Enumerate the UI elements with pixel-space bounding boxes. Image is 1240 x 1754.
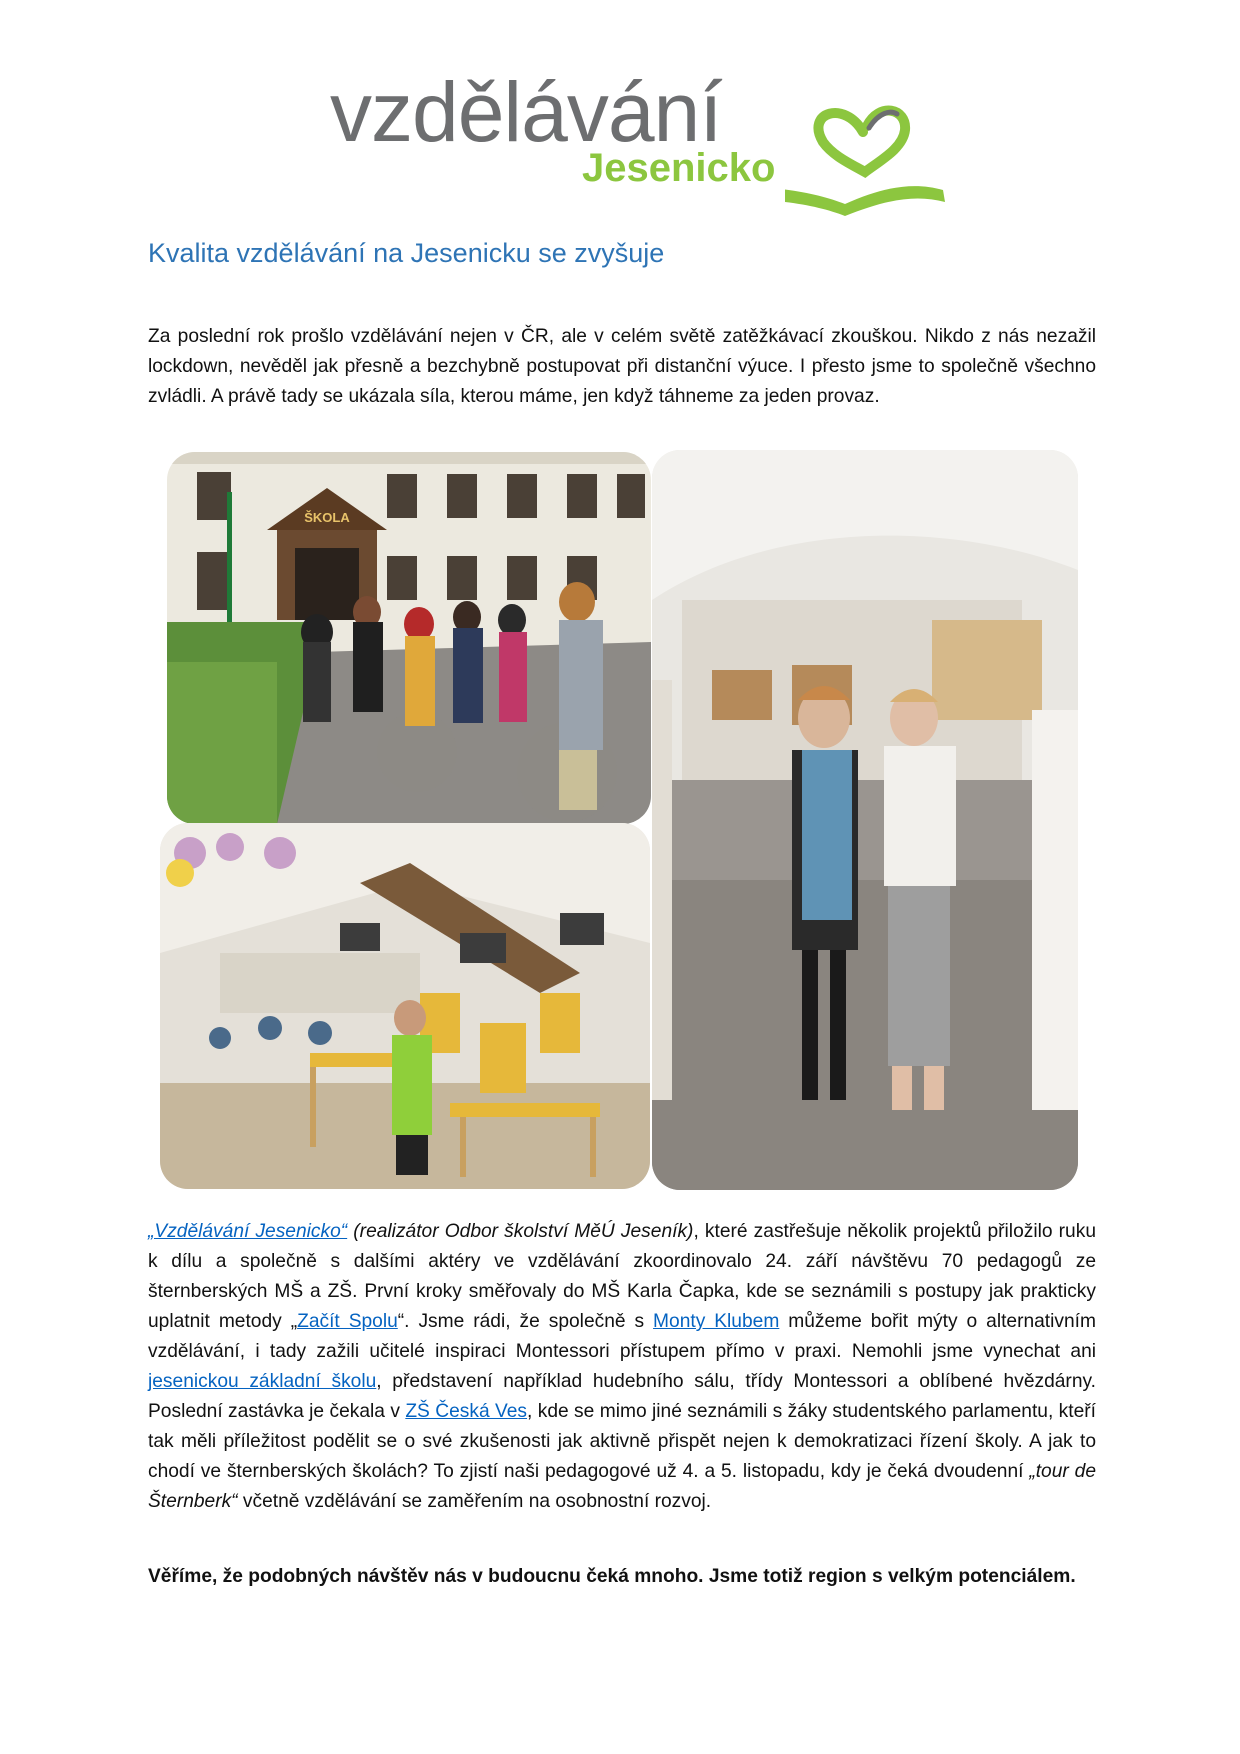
body-text-2: , které zastřešuje několik projektů přiložilo ruku k dílu a společně s dalšími aktéry ve vzdělávání zkoordinovalo 24. září návštěvu 70 pedagogů ze šternberských MŠ a ZŠ. První kroky směřovaly do MŠ Karla Čapka, kde se seznámili s postupy jak prakticky uplatnit metody [148,1221,1096,1332]
logo [330,65,930,220]
body-text-3: “. Jsme rádi, že společně s [397,1311,654,1332]
link-zs-ceska-ves[interactable]: ZŠ Česká Ves [405,1401,528,1422]
body-text-4: můžeme bořit mýty o alternativním vzdělávání, i tady zažili učitelé inspiraci Montessori přístupem přímo v praxi. Nemohli jsme vynechat ani [148,1311,1096,1362]
photo-montessori-classroom [652,450,1078,1190]
body-text-5: , představení například hudebního sálu, třídy Montessori a oblíbené hvězdárny. Poslední zastávka je čekala v [148,1371,1096,1422]
photo-school-entrance [167,452,651,824]
school-sign-text: ŠKOLA [304,510,350,525]
body-quote-open: „ [290,1311,298,1332]
heart-book-icon [785,90,945,220]
body-paragraph [148,1217,1096,1517]
logo-wordmark: vzdělávání [330,65,722,159]
link-jesenicka-zakladni-skola[interactable]: jesenickou základní školu [148,1371,377,1392]
closing-paragraph: Věříme, že podobných návštěv nás v budoucnu čeká mnoho. Jsme totiž region s velkým potenciálem. [148,1566,1076,1587]
link-zacit-spolu[interactable]: Začít Spolu [297,1311,398,1332]
photo-attic-classroom [160,823,650,1189]
body-text-1: (realizátor Odbor školství MěÚ Jeseník) [347,1221,694,1242]
body-tour: „tour de Šternberk“ [148,1461,1096,1512]
body-text-6: , kde se mimo jiné seznámili s žáky studentského parlamentu, kteří tak měli příležitost podělit se o své zkušenosti jak aktivně přispět nejen k demokratizaci řízení školy. A jak to chodí ve šternberských školách? To zjistí naši pedagogové už 4. a 5. listopadu, kdy je čeká dvoudenní [148,1401,1096,1482]
link-vzdelavani-jesenicko[interactable]: „Vzdělávání Jesenicko“ [148,1221,348,1242]
body-text-7: včetně vzdělávání se zaměřením na osobnostní rozvoj. [237,1491,712,1512]
logo-subtitle: Jesenicko [582,146,776,190]
link-monty-klub[interactable]: Monty Klubem [653,1311,780,1332]
page-title: Kvalita vzdělávání na Jesenicku se zvyšuje [148,238,665,268]
intro-paragraph: Za poslední rok prošlo vzdělávání nejen v ČR, ale v celém světě zatěžkávací zkouškou. Nikdo z nás nezažil lockdown, nevěděl jak přesně a bezchybně postupovat při distanční výuce. I přesto jsme to společně všechno zvládli. A právě tady se ukázala síla, kterou máme, jen když táhneme za jeden provaz. [148,326,1096,407]
